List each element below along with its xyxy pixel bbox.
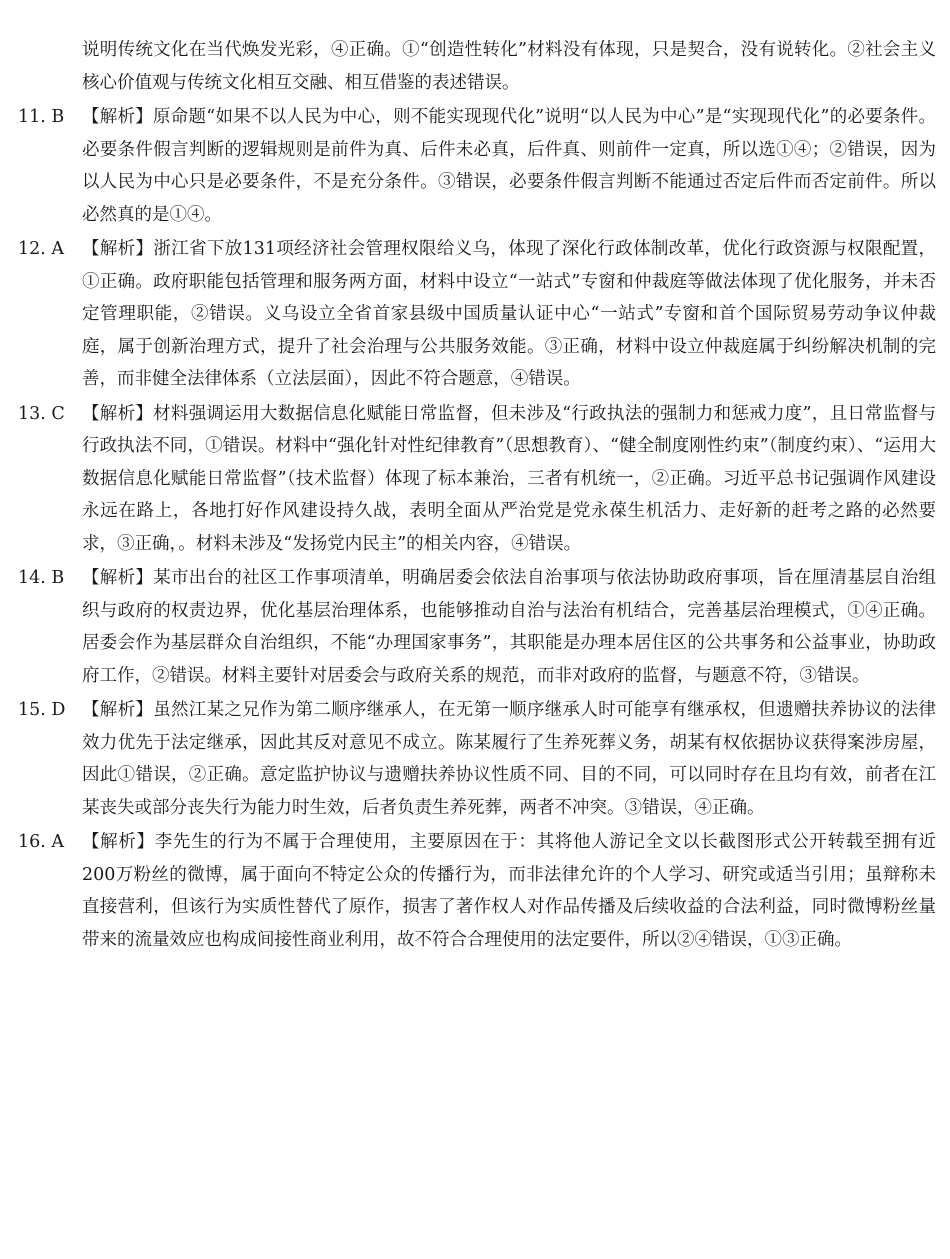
analysis-tag: 【解析】	[82, 403, 154, 424]
question-number: 12. A	[18, 239, 65, 259]
answer-item-15	[18, 694, 936, 824]
analysis-tag: 【解析】	[82, 239, 154, 259]
question-number: 11. B	[18, 107, 65, 127]
answer-item-14	[18, 562, 936, 692]
analysis-text: 原命题“如果不以人民为中心，则不能实现现代化”说明“以人民为中心”是“实现现代化”的必要条件。必要条件假言判断的逻辑规则是前件为真、后件未必真，后件真、则前件一定真，所以选①④；②错误，因为以人民为中心只是必要条件，不是充分条件。③错误，必要条件假言判断不能通过否定后件而否定前件。所以必然真的是①④。	[82, 107, 936, 225]
question-number: 15. D	[18, 700, 66, 720]
analysis-text: 材料强调运用大数据信息化赋能日常监督，但未涉及“行政执法的强制力和惩戒力度”，且日常监督与行政执法不同，①错误。材料中“强化针对性纪律教育”（思想教育）、“健全制度刚性约束”（制度约束）、“运用大数据信息化赋能日常监督”（技术监督）体现了标本兼治，三者有机统一，②正确。习近平总书记强调作风建设永远在路上，各地打好作风建设持久战，表明全面从严治党是党永葆生机活力、走好新的赶考之路的必然要求，③正确，。材料未涉及“发扬党内民主”的相关内容，④错误。	[82, 403, 937, 554]
question-number: 13. C	[18, 403, 65, 424]
continued-paragraph: 说明传统文化在当代焕发光彩，④正确。①“创造性转化”材料没有体现，只是契合，没有说转化。②社会主义核心价值观与传统文化相互交融、相互借鉴的表述错误。	[82, 40, 936, 93]
question-number: 16. A	[18, 832, 65, 852]
analysis-text: 李先生的行为不属于合理使用，主要原因在于：其将他人游记全文以长截图形式公开转载至拥有近200万粉丝的微博，属于面向不特定公众的传播行为，而非法律允许的个人学习、研究或适当引用；虽辩称未直接营利，但该行为实质性替代了原作，损害了著作权人对作品传播及后续收益的合法利益，同时微博粉丝量带来的流量效应也构成间接性商业利用，故不符合合理使用的法定要件，所以②④错误，①③正确。	[82, 832, 937, 950]
analysis-text: 浙江省下放131项经济社会管理权限给义乌，体现了深化行政体制改革，优化行政资源与权限配置，①正确。政府职能包括管理和服务两方面，材料中设立“一站式”专窗和仲裁庭等做法体现了优化服务，并未否定管理职能，②错误。义乌设立全省首家县级中国质量认证中心“一站式”专窗和首个国际贸易劳动争议仲裁庭，属于创新治理方式，提升了社会治理与公共服务效能。③正确，材料中设立仲裁庭属于纠纷解决机制的完善，而非健全法律体系（立法层面），因此不符合题意，④错误。	[82, 239, 936, 389]
analysis-tag: 【解析】	[82, 107, 154, 127]
answer-item-13	[18, 398, 936, 561]
analysis-tag: 【解析】	[82, 700, 154, 720]
question-number: 14. B	[18, 568, 65, 588]
answer-item-11	[18, 101, 936, 231]
answer-item-12	[18, 233, 936, 396]
analysis-tag: 【解析】	[82, 568, 154, 588]
answer-item-16	[18, 826, 936, 956]
analysis-tag: 【解析】	[82, 832, 155, 852]
analysis-text: 虽然江某之兄作为第二顺序继承人，在无第一顺序继承人时可能享有继承权，但遗赠扶养协议的法律效力优先于法定继承，因此其反对意见不成立。陈某履行了生养死葬义务，胡某有权依据协议获得案涉房屋，因此①错误，②正确。意定监护协议与遗赠扶养协议性质不同、目的不同，可以同时存在且均有效，前者在江某丧失或部分丧失行为能力时生效，后者负责生养死葬，两者不冲突。③错误，④正确。	[82, 700, 937, 818]
analysis-text: 某市出台的社区工作事项清单，明确居委会依法自治事项与依法协助政府事项，旨在厘清基层自治组织与政府的权责边界，优化基层治理体系，也能够推动自治与法治有机结合，完善基层治理模式，①④正确。居委会作为基层群众自治组织，不能“办理国家事务”，其职能是办理本居住区的公共事务和公益事业，协助政府工作，②错误。材料主要针对居委会与政府关系的规范，而非对政府的监督，与题意不符，③错误。	[82, 568, 937, 686]
